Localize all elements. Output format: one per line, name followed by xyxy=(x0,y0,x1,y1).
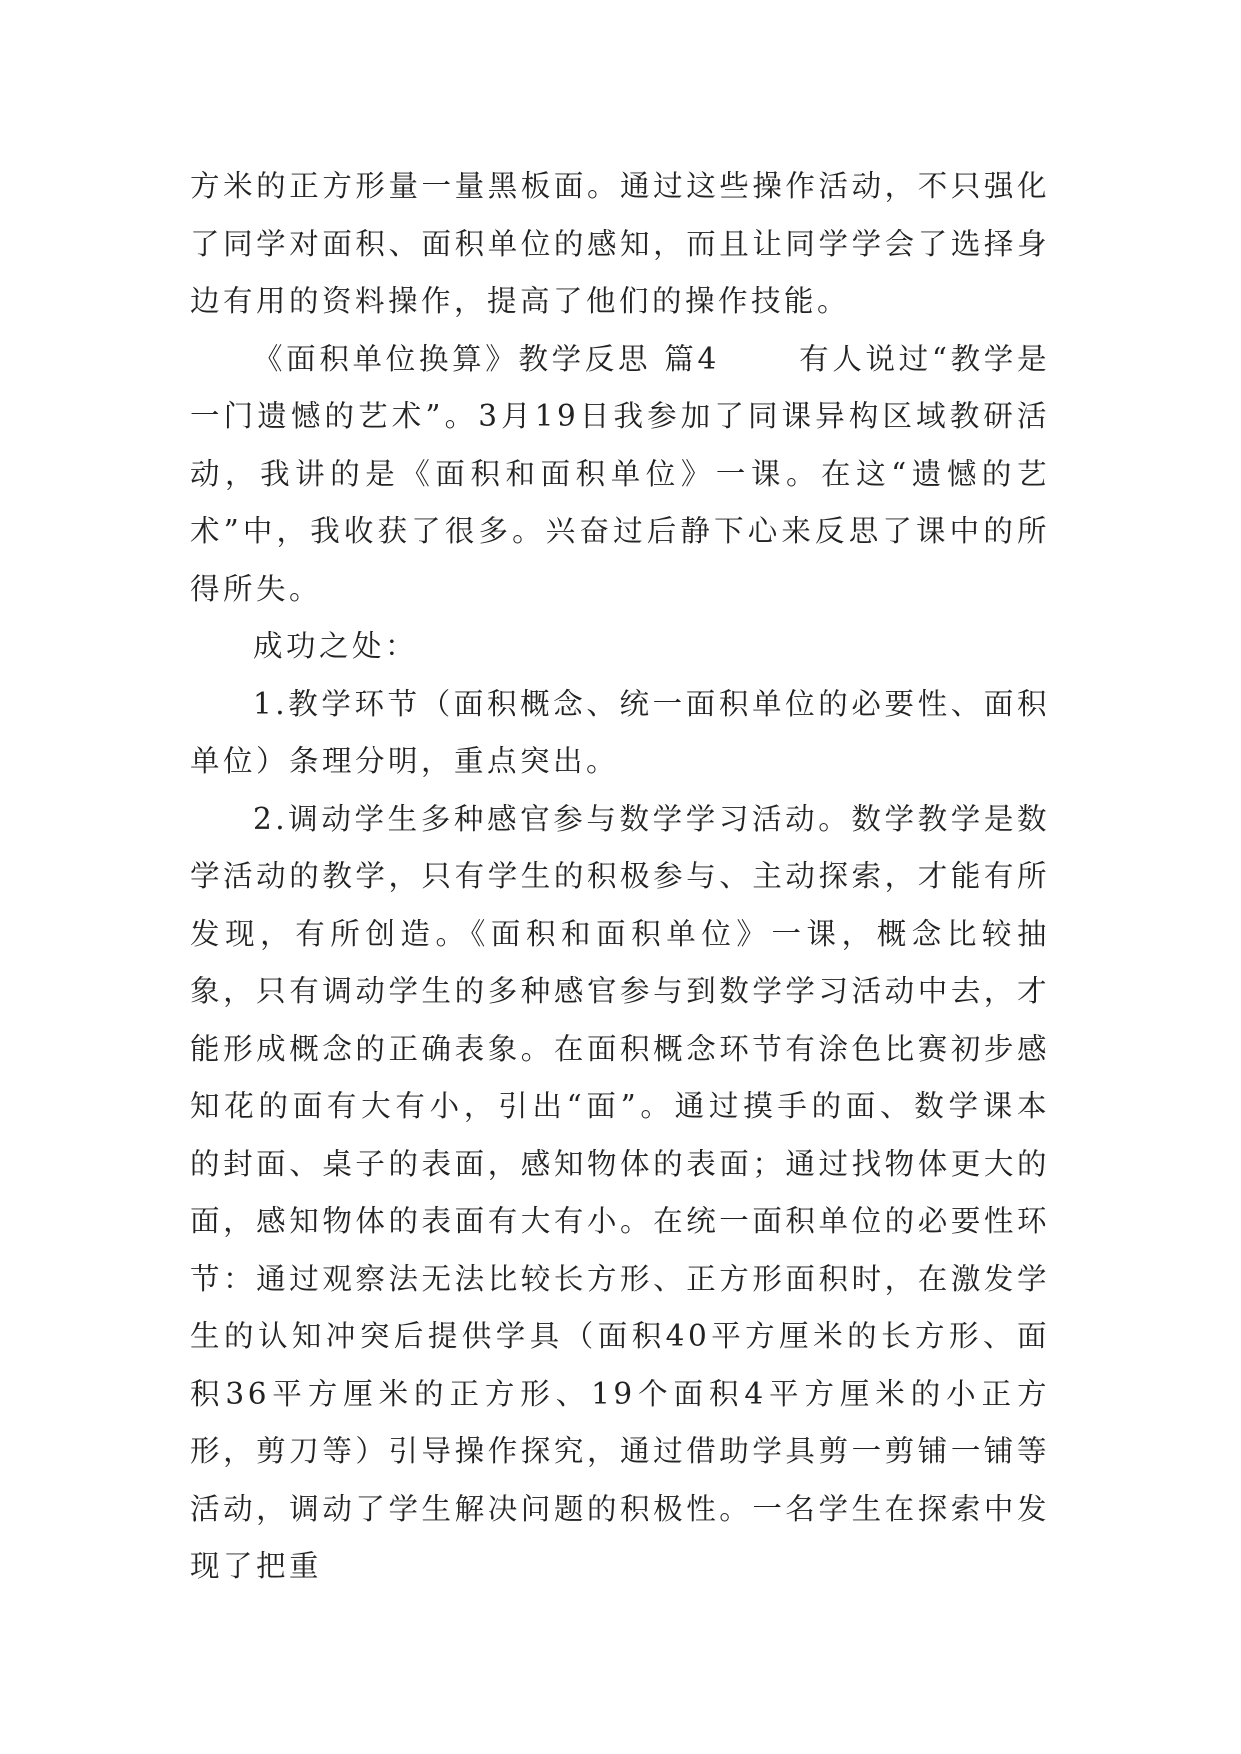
paragraph-3: 成功之处： xyxy=(253,629,419,663)
document-body xyxy=(190,158,1050,1596)
paragraph-1: 方米的正方形量一量黑板面。通过这些操作活动，不只强化了同学对面积、面积单位的感知，而且让同学学会了选择身边有用的资料操作，提高了他们的操作技能。 xyxy=(190,169,1050,318)
paragraph-4: 1.教学环节（面积概念、统一面积单位的必要性、面积单位）条理分明，重点突出。 xyxy=(190,686,1050,778)
paragraph-2: 《面积单位换算》教学反思 篇4 有人说过“教学是一门遗憾的艺术”。3月19日我参加了同课异构区域教研活动，我讲的是《面积和面积单位》一课。在这“遗憾的艺术”中，我收获了很多。兴奋过后静下心来反思了课中的所得所失。 xyxy=(190,341,1050,606)
paragraph-5: 2.调动学生多种感官参与数学学习活动。数学教学是数学活动的教学，只有学生的积极参与、主动探索，才能有所发现，有所创造。《面积和面积单位》一课，概念比较抽象，只有调动学生的多种感官参与到数学学习活动中去，才能形成概念的正确表象。在面积概念环节有涂色比赛初步感知花的面有大有小，引出“面”。通过摸手的面、数学课本的封面、桌子的表面，感知物体的表面；通过找物体更大的面，感知物体的表面有大有小。在统一面积单位的必要性环节：通过观察法无法比较长方形、正方形面积时，在激发学生的认知冲突后提供学具（面积40平方厘米的长方形、面积36平方厘米的正方形、19个面积4平方厘米的小正方形，剪刀等）引导操作探究，通过借助学具剪一剪铺一铺等活动，调动了学生解决问题的积极性。一名学生在探索中发现了把重 xyxy=(190,801,1050,1583)
